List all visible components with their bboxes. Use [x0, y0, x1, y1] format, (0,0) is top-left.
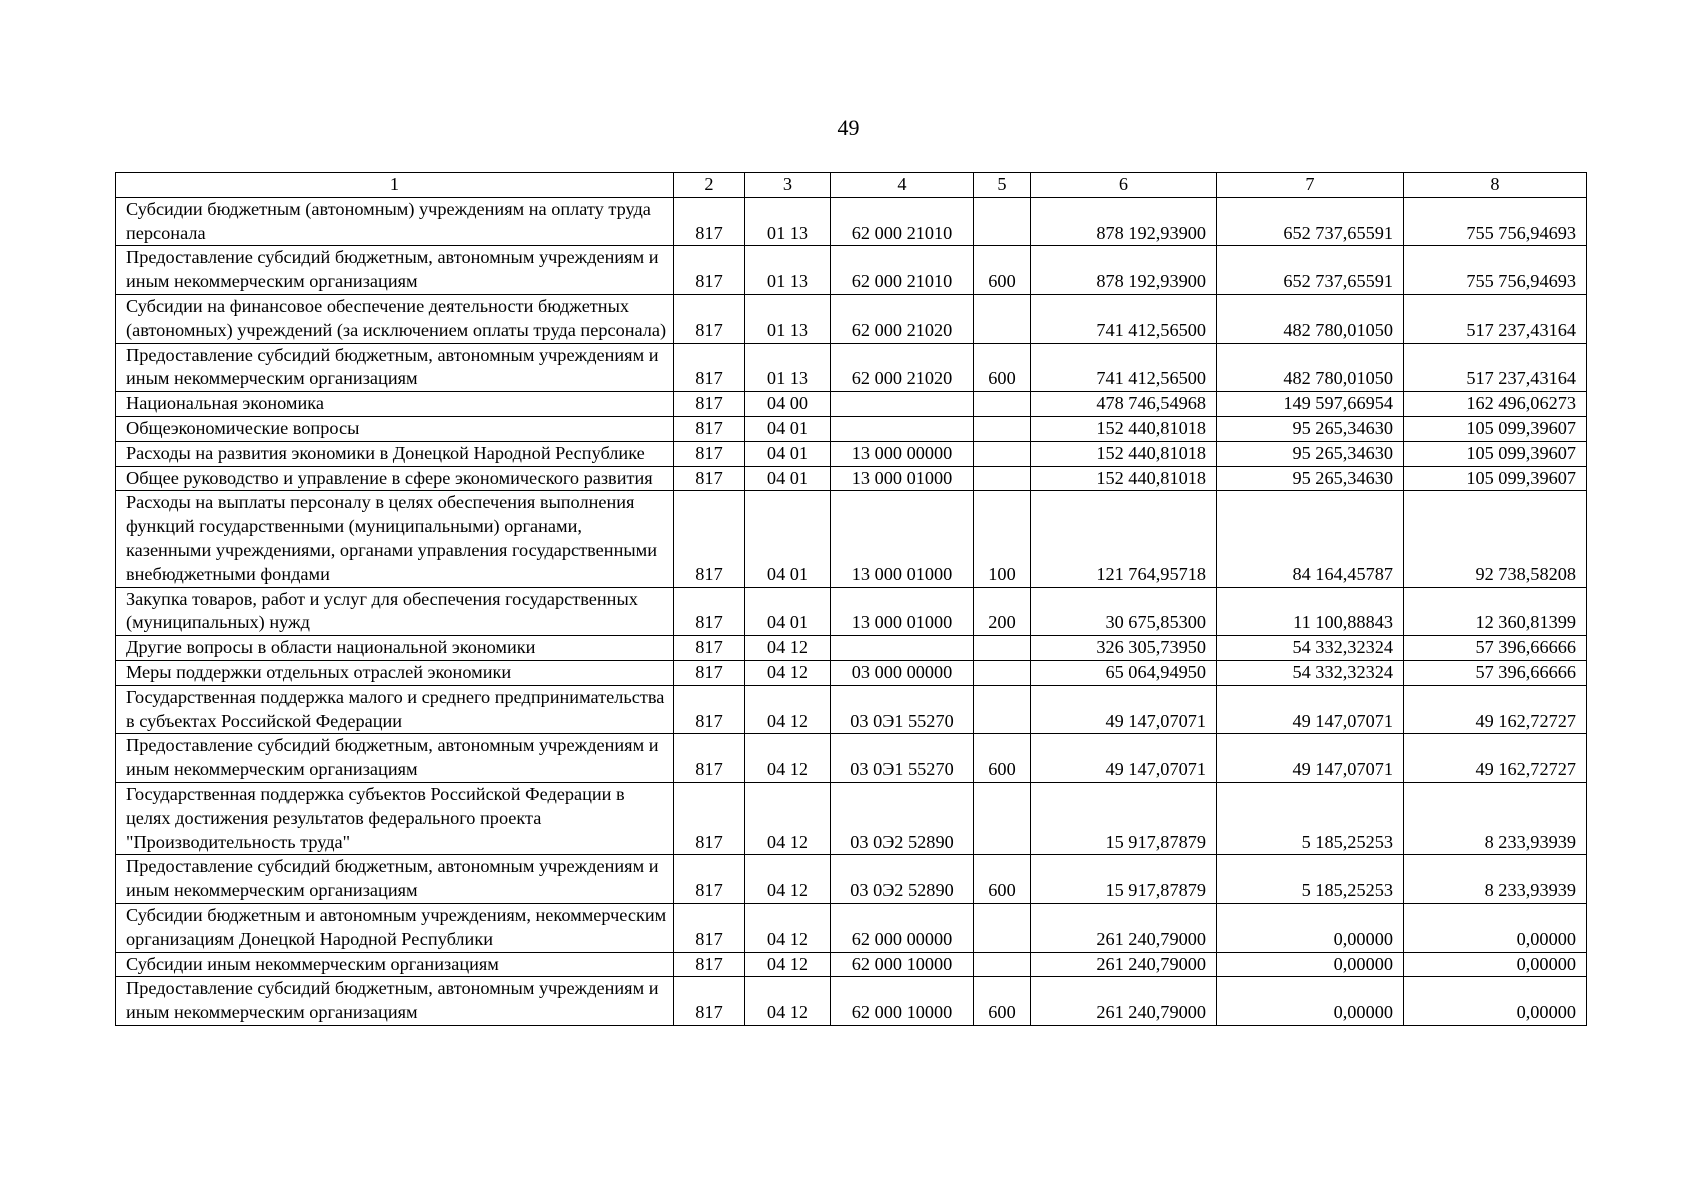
target-article-cell: [831, 392, 974, 417]
section-cell: 04 01: [745, 587, 831, 636]
amount-col6-cell: 326 305,73950: [1031, 636, 1217, 661]
name-cell: Предоставление субсидий бюджетным, автономным учреждениям и иным некоммерческим организациям: [116, 977, 674, 1026]
expense-type-cell: [974, 441, 1031, 466]
amount-col6-cell: 261 240,79000: [1031, 977, 1217, 1026]
expense-type-cell: 600: [974, 246, 1031, 295]
amount-col8-cell: 49 162,72727: [1404, 685, 1587, 734]
expense-type-cell: [974, 416, 1031, 441]
table-row: [116, 294, 1587, 343]
table-row: [116, 466, 1587, 491]
amount-col6-cell: 878 192,93900: [1031, 246, 1217, 295]
table-row: [116, 782, 1587, 854]
amount-col8-cell: 517 237,43164: [1404, 343, 1587, 392]
target-article-cell: 03 0Э2 52890: [831, 855, 974, 904]
amount-col6-cell: 261 240,79000: [1031, 952, 1217, 977]
amount-col7-cell: 0,00000: [1217, 903, 1404, 952]
expense-type-cell: [974, 392, 1031, 417]
target-article-cell: 62 000 00000: [831, 903, 974, 952]
header-cell: 8: [1404, 173, 1587, 198]
admin-code-cell: 817: [674, 952, 745, 977]
table-row: [116, 685, 1587, 734]
amount-col7-cell: 49 147,07071: [1217, 734, 1404, 783]
amount-col8-cell: 755 756,94693: [1404, 197, 1587, 246]
target-article-cell: [831, 416, 974, 441]
amount-col8-cell: 105 099,39607: [1404, 441, 1587, 466]
amount-col8-cell: 0,00000: [1404, 952, 1587, 977]
admin-code-cell: 817: [674, 343, 745, 392]
amount-col8-cell: 8 233,93939: [1404, 855, 1587, 904]
name-cell: Расходы на выплаты персоналу в целях обеспечения выполнения функций государственными (муниципальными) органами, казенными учреждениями, органами управления государственными внебюджетными фондами: [116, 491, 674, 587]
name-cell: Субсидии бюджетным (автономным) учреждениям на оплату труда персонала: [116, 197, 674, 246]
amount-col6-cell: 49 147,07071: [1031, 685, 1217, 734]
budget-table: [115, 172, 1587, 1026]
amount-col8-cell: 105 099,39607: [1404, 416, 1587, 441]
name-cell: Субсидии на финансовое обеспечение деятельности бюджетных (автономных) учреждений (за исключением оплаты труда персонала): [116, 294, 674, 343]
name-cell: Национальная экономика: [116, 392, 674, 417]
admin-code-cell: 817: [674, 734, 745, 783]
amount-col7-cell: 95 265,34630: [1217, 466, 1404, 491]
expense-type-cell: [974, 660, 1031, 685]
section-cell: 01 13: [745, 246, 831, 295]
section-cell: 04 12: [745, 636, 831, 661]
amount-col8-cell: 8 233,93939: [1404, 782, 1587, 854]
amount-col7-cell: 482 780,01050: [1217, 343, 1404, 392]
expense-type-cell: [974, 294, 1031, 343]
section-cell: 01 13: [745, 343, 831, 392]
table-row: [116, 734, 1587, 783]
admin-code-cell: 817: [674, 977, 745, 1026]
amount-col6-cell: 152 440,81018: [1031, 441, 1217, 466]
header-cell: 3: [745, 173, 831, 198]
name-cell: Предоставление субсидий бюджетным, автономным учреждениям и иным некоммерческим организациям: [116, 855, 674, 904]
table-header: [116, 173, 1587, 198]
target-article-cell: 03 0Э1 55270: [831, 685, 974, 734]
expense-type-cell: 100: [974, 491, 1031, 587]
name-cell: Меры поддержки отдельных отраслей экономики: [116, 660, 674, 685]
amount-col7-cell: 84 164,45787: [1217, 491, 1404, 587]
target-article-cell: 62 000 21020: [831, 343, 974, 392]
header-row: [116, 173, 1587, 198]
target-article-cell: 62 000 21010: [831, 197, 974, 246]
admin-code-cell: 817: [674, 466, 745, 491]
admin-code-cell: 817: [674, 782, 745, 854]
amount-col6-cell: 15 917,87879: [1031, 782, 1217, 854]
table-row: [116, 392, 1587, 417]
expense-type-cell: 600: [974, 343, 1031, 392]
section-cell: 04 12: [745, 782, 831, 854]
header-cell: 1: [116, 173, 674, 198]
name-cell: Государственная поддержка субъектов Российской Федерации в целях достижения результатов федерального проекта "Производительность труда": [116, 782, 674, 854]
target-article-cell: 62 000 10000: [831, 977, 974, 1026]
admin-code-cell: 817: [674, 587, 745, 636]
amount-col6-cell: 261 240,79000: [1031, 903, 1217, 952]
target-article-cell: 13 000 00000: [831, 441, 974, 466]
amount-col7-cell: 5 185,25253: [1217, 855, 1404, 904]
amount-col7-cell: 0,00000: [1217, 952, 1404, 977]
amount-col7-cell: 5 185,25253: [1217, 782, 1404, 854]
target-article-cell: 62 000 21020: [831, 294, 974, 343]
amount-col6-cell: 30 675,85300: [1031, 587, 1217, 636]
table-row: [116, 197, 1587, 246]
header-cell: 6: [1031, 173, 1217, 198]
expense-type-cell: 600: [974, 855, 1031, 904]
name-cell: Расходы на развития экономики в Донецкой Народной Республике: [116, 441, 674, 466]
admin-code-cell: 817: [674, 294, 745, 343]
amount-col8-cell: 49 162,72727: [1404, 734, 1587, 783]
section-cell: 04 12: [745, 903, 831, 952]
amount-col8-cell: 0,00000: [1404, 903, 1587, 952]
amount-col7-cell: 0,00000: [1217, 977, 1404, 1026]
name-cell: Общее руководство и управление в сфере экономического развития: [116, 466, 674, 491]
expense-type-cell: 600: [974, 734, 1031, 783]
target-article-cell: 62 000 10000: [831, 952, 974, 977]
admin-code-cell: 817: [674, 636, 745, 661]
table-row: [116, 246, 1587, 295]
table-row: [116, 441, 1587, 466]
header-cell: 5: [974, 173, 1031, 198]
section-cell: 04 12: [745, 734, 831, 783]
name-cell: Другие вопросы в области национальной экономики: [116, 636, 674, 661]
amount-col6-cell: 878 192,93900: [1031, 197, 1217, 246]
amount-col7-cell: 54 332,32324: [1217, 660, 1404, 685]
target-article-cell: 03 000 00000: [831, 660, 974, 685]
amount-col7-cell: 482 780,01050: [1217, 294, 1404, 343]
amount-col7-cell: 149 597,66954: [1217, 392, 1404, 417]
page-number: 49: [837, 115, 860, 140]
amount-col8-cell: 755 756,94693: [1404, 246, 1587, 295]
section-cell: 04 12: [745, 977, 831, 1026]
amount-col6-cell: 15 917,87879: [1031, 855, 1217, 904]
admin-code-cell: 817: [674, 246, 745, 295]
expense-type-cell: [974, 197, 1031, 246]
amount-col6-cell: 741 412,56500: [1031, 343, 1217, 392]
header-cell: 2: [674, 173, 745, 198]
amount-col7-cell: 652 737,65591: [1217, 197, 1404, 246]
table-row: [116, 660, 1587, 685]
amount-col8-cell: 105 099,39607: [1404, 466, 1587, 491]
admin-code-cell: 817: [674, 441, 745, 466]
admin-code-cell: 817: [674, 685, 745, 734]
expense-type-cell: [974, 952, 1031, 977]
target-article-cell: 62 000 21010: [831, 246, 974, 295]
table-row: [116, 952, 1587, 977]
header-cell: 4: [831, 173, 974, 198]
target-article-cell: 03 0Э2 52890: [831, 782, 974, 854]
admin-code-cell: 817: [674, 855, 745, 904]
amount-col6-cell: 121 764,95718: [1031, 491, 1217, 587]
amount-col6-cell: 741 412,56500: [1031, 294, 1217, 343]
target-article-cell: [831, 636, 974, 661]
expense-type-cell: [974, 903, 1031, 952]
target-article-cell: 13 000 01000: [831, 587, 974, 636]
amount-col8-cell: 517 237,43164: [1404, 294, 1587, 343]
section-cell: 04 01: [745, 466, 831, 491]
admin-code-cell: 817: [674, 392, 745, 417]
table-row: [116, 343, 1587, 392]
amount-col6-cell: 49 147,07071: [1031, 734, 1217, 783]
name-cell: Общеэкономические вопросы: [116, 416, 674, 441]
amount-col8-cell: 162 496,06273: [1404, 392, 1587, 417]
admin-code-cell: 817: [674, 903, 745, 952]
admin-code-cell: 817: [674, 660, 745, 685]
table-row: [116, 587, 1587, 636]
amount-col6-cell: 478 746,54968: [1031, 392, 1217, 417]
table-row: [116, 855, 1587, 904]
table-row: [116, 416, 1587, 441]
name-cell: Предоставление субсидий бюджетным, автономным учреждениям и иным некоммерческим организациям: [116, 246, 674, 295]
table-body: [116, 197, 1587, 1025]
amount-col8-cell: 92 738,58208: [1404, 491, 1587, 587]
amount-col7-cell: 95 265,34630: [1217, 416, 1404, 441]
amount-col7-cell: 54 332,32324: [1217, 636, 1404, 661]
name-cell: Предоставление субсидий бюджетным, автономным учреждениям и иным некоммерческим организациям: [116, 343, 674, 392]
name-cell: Субсидии иным некоммерческим организациям: [116, 952, 674, 977]
amount-col7-cell: 95 265,34630: [1217, 441, 1404, 466]
target-article-cell: 03 0Э1 55270: [831, 734, 974, 783]
expense-type-cell: [974, 685, 1031, 734]
amount-col7-cell: 652 737,65591: [1217, 246, 1404, 295]
amount-col6-cell: 152 440,81018: [1031, 466, 1217, 491]
header-cell: 7: [1217, 173, 1404, 198]
section-cell: 01 13: [745, 197, 831, 246]
name-cell: Субсидии бюджетным и автономным учреждениям, некоммерческим организациям Донецкой Народной Республики: [116, 903, 674, 952]
expense-type-cell: 200: [974, 587, 1031, 636]
section-cell: 01 13: [745, 294, 831, 343]
amount-col8-cell: 12 360,81399: [1404, 587, 1587, 636]
section-cell: 04 00: [745, 392, 831, 417]
table-row: [116, 636, 1587, 661]
section-cell: 04 01: [745, 491, 831, 587]
admin-code-cell: 817: [674, 416, 745, 441]
expense-type-cell: [974, 636, 1031, 661]
amount-col6-cell: 65 064,94950: [1031, 660, 1217, 685]
amount-col8-cell: 57 396,66666: [1404, 660, 1587, 685]
table-row: [116, 903, 1587, 952]
amount-col7-cell: 11 100,88843: [1217, 587, 1404, 636]
section-cell: 04 12: [745, 855, 831, 904]
section-cell: 04 12: [745, 952, 831, 977]
section-cell: 04 12: [745, 660, 831, 685]
admin-code-cell: 817: [674, 197, 745, 246]
expense-type-cell: [974, 466, 1031, 491]
table-row: [116, 491, 1587, 587]
target-article-cell: 13 000 01000: [831, 466, 974, 491]
target-article-cell: 13 000 01000: [831, 491, 974, 587]
name-cell: Закупка товаров, работ и услуг для обеспечения государственных (муниципальных) нужд: [116, 587, 674, 636]
amount-col6-cell: 152 440,81018: [1031, 416, 1217, 441]
expense-type-cell: [974, 782, 1031, 854]
admin-code-cell: 817: [674, 491, 745, 587]
section-cell: 04 01: [745, 441, 831, 466]
table-row: [116, 977, 1587, 1026]
section-cell: 04 01: [745, 416, 831, 441]
expense-type-cell: 600: [974, 977, 1031, 1026]
section-cell: 04 12: [745, 685, 831, 734]
name-cell: Государственная поддержка малого и среднего предпринимательства в субъектах Российской Федерации: [116, 685, 674, 734]
amount-col8-cell: 57 396,66666: [1404, 636, 1587, 661]
amount-col8-cell: 0,00000: [1404, 977, 1587, 1026]
name-cell: Предоставление субсидий бюджетным, автономным учреждениям и иным некоммерческим организациям: [116, 734, 674, 783]
amount-col7-cell: 49 147,07071: [1217, 685, 1404, 734]
